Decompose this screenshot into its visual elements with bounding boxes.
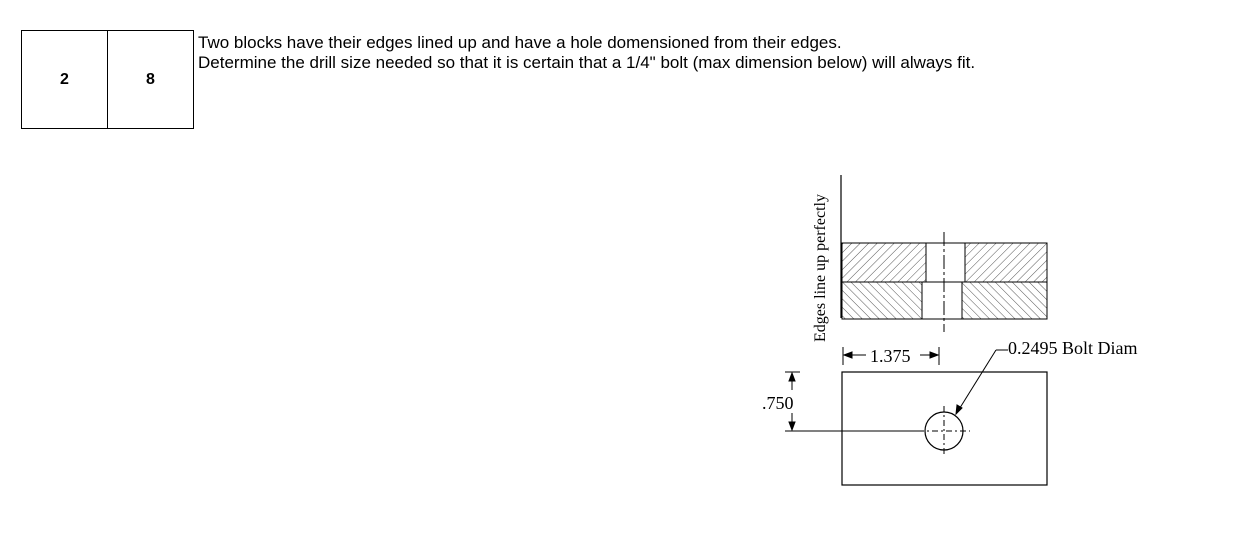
edges-label: Edges line up perfectly — [812, 194, 829, 342]
bolt-diameter-label: 0.2495 Bolt Diam — [1008, 338, 1138, 358]
vertical-dimension — [785, 372, 924, 431]
problem-number-cell: 8 — [108, 31, 194, 129]
x-dimension-label: 1.375 — [870, 346, 911, 366]
problem-number-cell: 2 — [22, 31, 108, 129]
y-dimension-label: .750 — [762, 393, 794, 413]
plan-view-block — [842, 372, 1047, 485]
bolt-leader-line — [956, 350, 1008, 414]
problem-line-1: Two blocks have their edges lined up and have a hole domensioned from their edges. — [198, 33, 842, 52]
problem-line-2: Determine the drill size needed so that it is certain that a 1/4" bolt (max dimension below) will always fit. — [198, 53, 976, 72]
